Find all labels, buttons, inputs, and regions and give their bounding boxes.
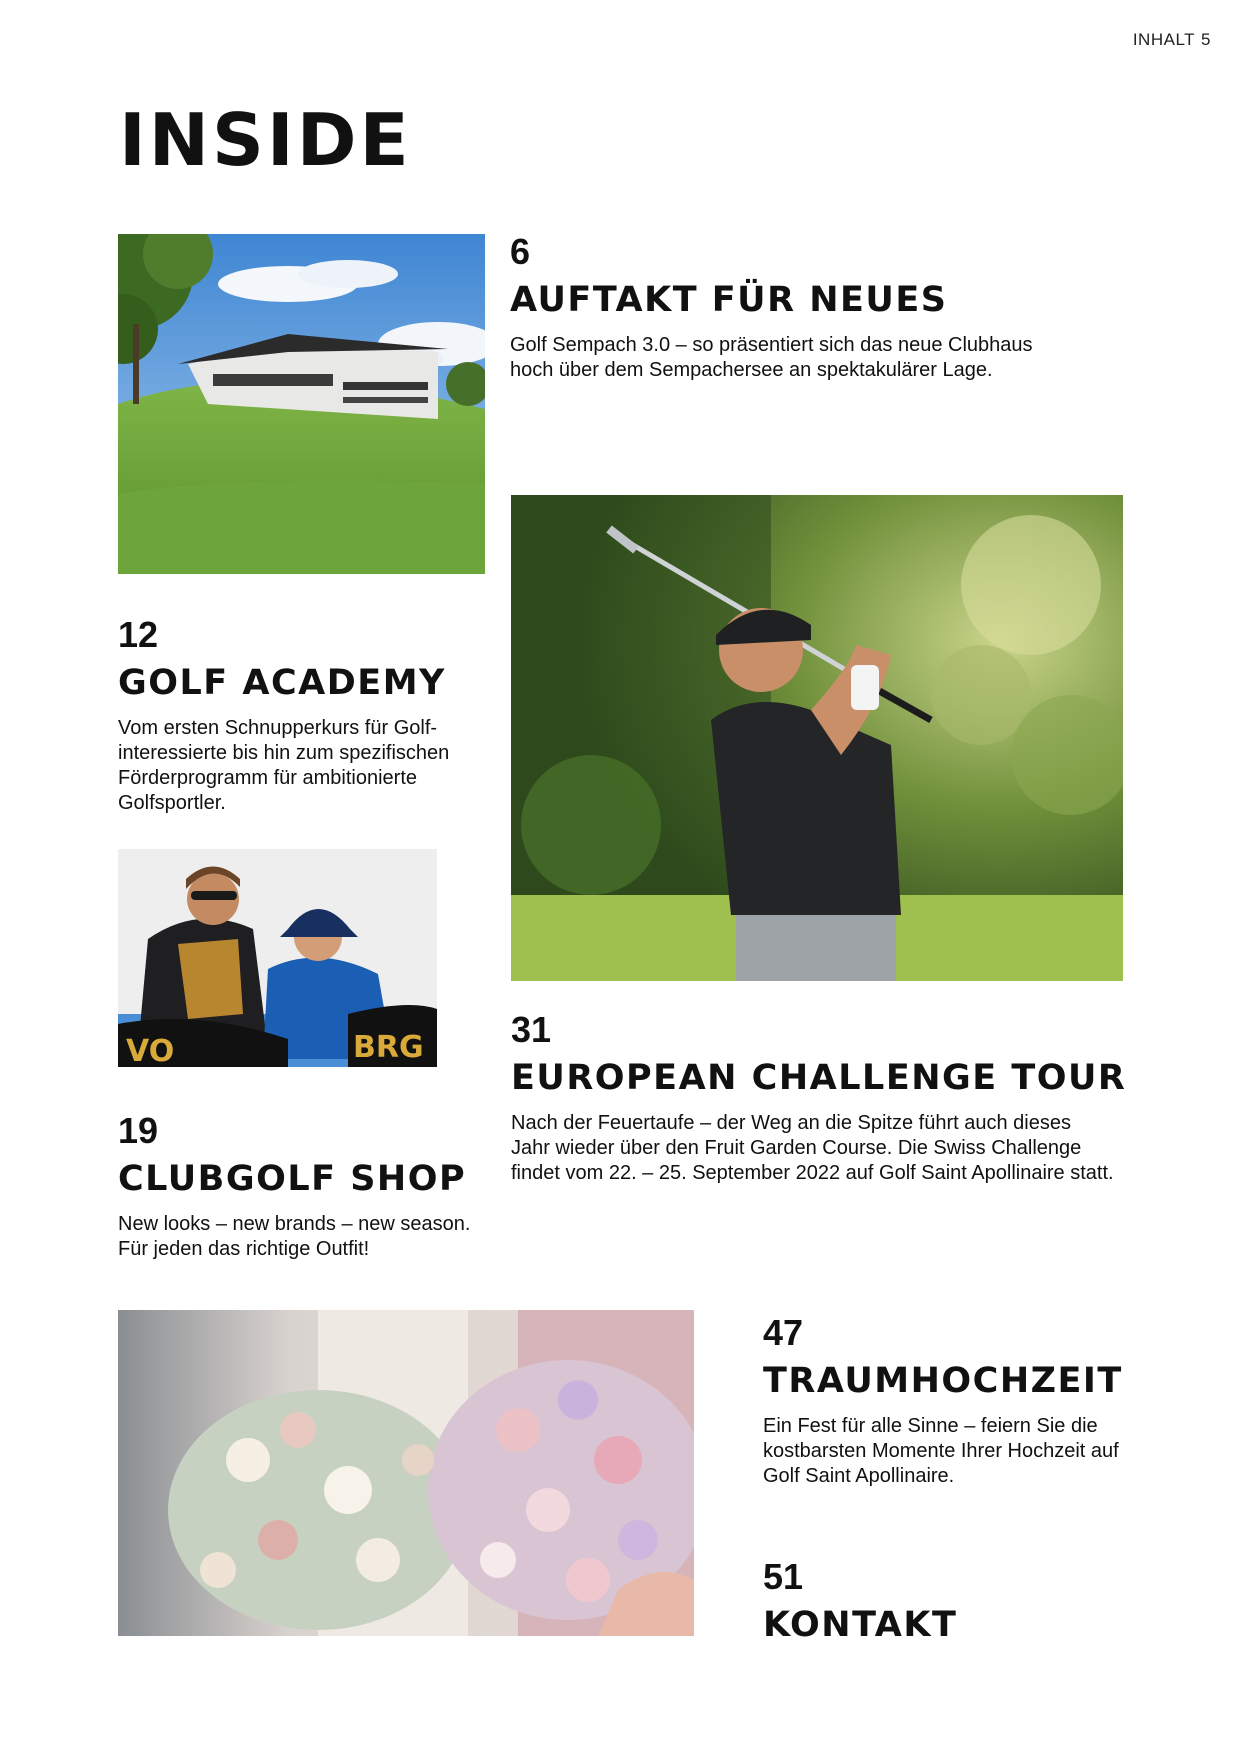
page-number: 5 xyxy=(1201,30,1211,49)
description-line: Nach der Feuertaufe – der Weg an die Spitze führt auch dieses xyxy=(511,1112,1071,1134)
description-line: Vom ersten Schnupperkurs für Golf- xyxy=(118,717,438,739)
description-line: Jahr wieder über den Fruit Garden Course. Die Swiss Challenge xyxy=(511,1137,1082,1159)
description-line: hoch über dem Sempachersee an spektakulärer Lage. xyxy=(510,359,993,381)
entry-page-number: 12 xyxy=(118,614,159,655)
entry-title[interactable]: KONTAKT xyxy=(763,1605,958,1645)
description-line: New looks – new brands – new season. xyxy=(118,1213,471,1235)
fashion-print-left: VO xyxy=(126,1034,175,1067)
entry-page-number: 47 xyxy=(763,1312,804,1353)
description-line: Ein Fest für alle Sinne – feiern Sie die xyxy=(763,1415,1098,1437)
entry-description xyxy=(118,1212,470,1262)
description-line: Für jeden das richtige Outfit! xyxy=(118,1238,370,1260)
entry-description xyxy=(511,1111,1114,1186)
entry-title[interactable]: AUFTAKT FÜR NEUES xyxy=(510,280,948,320)
clubhouse-photo[interactable] xyxy=(118,234,485,574)
page-title: INSIDE xyxy=(119,98,412,182)
description-line: Golfsportler. xyxy=(118,792,226,814)
fashion-print-right: BRG xyxy=(353,1030,424,1065)
entry-description xyxy=(763,1414,1119,1489)
description-line: Golf Sempach 3.0 – so präsentiert sich das neue Clubhaus xyxy=(510,334,1033,356)
entry-page-number: 19 xyxy=(118,1110,159,1151)
golfer-photo[interactable] xyxy=(511,495,1123,981)
wedding-bouquet-photo[interactable] xyxy=(118,1310,694,1636)
entry-page-number: 51 xyxy=(763,1556,804,1597)
entry-description xyxy=(510,333,1033,383)
entry-title[interactable]: CLUBGOLF SHOP xyxy=(118,1159,467,1199)
description-line: Golf Saint Apollinaire. xyxy=(763,1465,955,1487)
entry-title[interactable]: GOLF ACADEMY xyxy=(118,663,446,703)
description-line: findet vom 22. – 25. September 2022 auf Golf Saint Apollinaire statt. xyxy=(511,1162,1114,1184)
entry-page-number: 31 xyxy=(511,1009,552,1050)
description-line: kostbarsten Momente Ihrer Hochzeit auf xyxy=(763,1440,1119,1462)
description-line: interessierte bis hin zum spezifischen xyxy=(118,742,450,764)
page-header xyxy=(1127,30,1211,50)
entry-title[interactable]: TRAUMHOCHZEIT xyxy=(763,1361,1123,1401)
fashion-photo[interactable] xyxy=(118,849,437,1067)
entry-description xyxy=(118,716,449,816)
description-line: Förderprogramm für ambitionierte xyxy=(118,767,417,789)
section-label: INHALT xyxy=(1132,30,1196,49)
entry-title[interactable]: EUROPEAN CHALLENGE TOUR xyxy=(511,1058,1127,1098)
entry-page-number: 6 xyxy=(510,231,531,272)
